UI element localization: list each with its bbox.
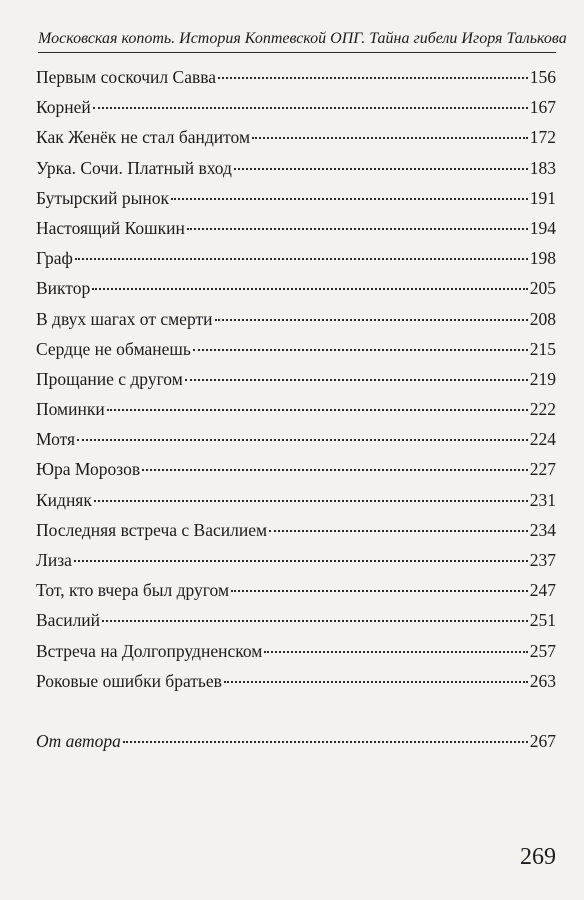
toc-entry-title: Тот, кто вчера был другом xyxy=(36,580,230,601)
dot-leader xyxy=(231,590,528,592)
toc-entry-title: Бутырский рынок xyxy=(36,187,170,208)
toc-entry-page: 183 xyxy=(529,157,556,178)
dot-leader xyxy=(77,439,528,441)
toc-entry-title: Роковые ошибки братьев xyxy=(36,670,222,691)
table-of-contents xyxy=(36,62,556,756)
toc-entry-title: Как Женёк не стал бандитом xyxy=(36,127,251,148)
toc-list xyxy=(36,62,556,696)
dot-leader xyxy=(107,409,528,411)
dot-leader xyxy=(252,137,528,139)
toc-entry xyxy=(36,92,556,122)
toc-entry-afterword xyxy=(36,726,556,756)
toc-entry-page: 251 xyxy=(529,610,556,631)
toc-entry-page: 222 xyxy=(529,399,556,420)
dot-leader xyxy=(102,620,528,622)
toc-entry-page: 227 xyxy=(529,459,556,480)
toc-entry-title: Прощание с другом xyxy=(36,368,183,389)
dot-leader xyxy=(193,349,528,351)
toc-entry xyxy=(36,122,556,152)
toc-entry-page: 198 xyxy=(529,248,556,269)
toc-entry xyxy=(36,515,556,545)
toc-entry xyxy=(36,605,556,635)
toc-entry xyxy=(36,153,556,183)
toc-entry-page: 215 xyxy=(529,338,556,359)
toc-entry-title: Корней xyxy=(36,97,91,118)
dot-leader xyxy=(171,198,528,200)
dot-leader xyxy=(75,258,528,260)
dot-leader xyxy=(269,530,528,532)
running-head: Московская копоть. История Коптевской ОПГ. Тайна гибели Игоря Талькова xyxy=(38,26,556,53)
toc-entry xyxy=(36,575,556,605)
dot-leader xyxy=(142,469,528,471)
toc-entry-page: 234 xyxy=(529,519,556,540)
dot-leader xyxy=(234,168,528,170)
toc-entry-title: От автора xyxy=(36,730,121,751)
toc-entry-title: Сердце не обманешь xyxy=(36,338,191,359)
toc-entry xyxy=(36,243,556,273)
toc-entry-page: 172 xyxy=(529,127,556,148)
toc-entry-page: 257 xyxy=(529,640,556,661)
toc-entry xyxy=(36,394,556,424)
toc-entry xyxy=(36,364,556,394)
toc-entry xyxy=(36,485,556,515)
toc-entry-page: 267 xyxy=(529,730,556,751)
toc-entry-title: Первым соскочил Савва xyxy=(36,67,217,87)
toc-entry xyxy=(36,334,556,364)
dot-leader xyxy=(123,741,528,743)
toc-entry-title: Поминки xyxy=(36,399,105,420)
toc-entry-title: Василий xyxy=(36,610,101,631)
toc-entry xyxy=(36,454,556,484)
toc-entry-page: 263 xyxy=(529,670,556,691)
toc-entry xyxy=(36,636,556,666)
toc-entry-title: Граф xyxy=(36,248,73,269)
toc-entry xyxy=(36,273,556,303)
toc-entry-title: В двух шагах от смерти xyxy=(36,308,213,329)
toc-entry-title: Виктор xyxy=(36,278,91,299)
toc-entry xyxy=(36,183,556,213)
toc-entry xyxy=(36,424,556,454)
toc-entry-page: 191 xyxy=(529,187,556,208)
toc-entry-page: 208 xyxy=(529,308,556,329)
dot-leader xyxy=(94,500,528,502)
toc-entry-title: Встреча на Долгопрудненском xyxy=(36,640,263,661)
page-number: 269 xyxy=(520,844,556,870)
toc-entry-title: Юра Морозов xyxy=(36,459,141,480)
dot-leader xyxy=(92,288,528,290)
dot-leader xyxy=(215,319,528,321)
toc-entry-page: 194 xyxy=(529,217,556,238)
toc-entry-page: 219 xyxy=(529,368,556,389)
toc-entry-page: 247 xyxy=(529,580,556,601)
toc-entry xyxy=(36,545,556,575)
dot-leader xyxy=(218,77,528,79)
toc-entry-page: 231 xyxy=(529,489,556,510)
toc-entry-title: Лиза xyxy=(36,550,72,570)
toc-entry-page: 156 xyxy=(529,67,556,87)
dot-leader xyxy=(264,651,527,653)
toc-entry-title: Кидняк xyxy=(36,489,92,510)
toc-entry xyxy=(36,213,556,243)
dot-leader xyxy=(187,228,528,230)
dot-leader xyxy=(93,107,528,109)
toc-entry-title: Последняя встреча с Василием xyxy=(36,519,268,540)
toc-entry xyxy=(36,62,556,92)
toc-entry xyxy=(36,666,556,696)
toc-entry-page: 167 xyxy=(529,97,556,118)
dot-leader xyxy=(185,379,528,381)
toc-entry-title: Мотя xyxy=(36,429,76,450)
toc-entry-title: Настоящий Кошкин xyxy=(36,217,185,238)
toc-entry-page: 205 xyxy=(529,278,556,299)
dot-leader xyxy=(224,681,528,683)
toc-entry-title: Урка. Сочи. Платный вход xyxy=(36,157,232,178)
toc-entry xyxy=(36,304,556,334)
dot-leader xyxy=(74,560,528,562)
toc-entry-page: 237 xyxy=(529,550,556,570)
toc-entry-page: 224 xyxy=(529,429,556,450)
